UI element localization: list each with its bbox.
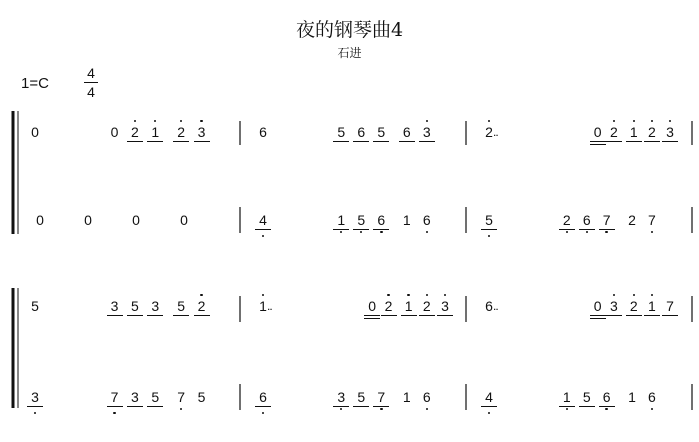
octave-dot-below [566, 408, 568, 410]
octave-dot-above [651, 120, 653, 122]
note-digit: 7 [647, 212, 656, 228]
note [371, 211, 391, 229]
note-digit: 3 [31, 389, 39, 405]
note [125, 123, 145, 141]
note-digit: 1 [151, 124, 160, 140]
duration-underline [255, 406, 271, 407]
duration-underline [173, 141, 189, 142]
note [126, 211, 146, 229]
duration-underline [481, 229, 497, 230]
note-digit: 0 [593, 124, 602, 140]
duration-underline [644, 141, 660, 142]
octave-dot-below [426, 231, 428, 233]
octave-dot-below [586, 231, 588, 233]
note [145, 297, 165, 315]
note-digit: 1 [402, 212, 411, 228]
octave-dot-below [651, 408, 653, 410]
duration-underline [353, 229, 369, 230]
duration-underline [255, 229, 271, 230]
note [253, 388, 273, 406]
note [171, 123, 191, 141]
note [417, 123, 437, 141]
duration-underline [662, 141, 678, 142]
note [125, 297, 145, 315]
note-digit: 1 [402, 389, 411, 405]
note [171, 388, 191, 406]
augmentation-dots: .. [493, 299, 498, 313]
note [557, 388, 577, 406]
note-digit: 3 [422, 124, 431, 140]
augmentation-dots: .. [493, 125, 498, 139]
duration-underline [579, 229, 595, 230]
note-digit: 3 [151, 298, 160, 314]
duration-underline [127, 406, 143, 407]
duration-underline [559, 229, 575, 230]
note [105, 123, 125, 141]
note-digit: 3 [197, 124, 206, 140]
note [192, 123, 212, 141]
note-digit: 2 [609, 124, 618, 140]
note-digit: 7 [110, 389, 119, 405]
note [253, 211, 273, 229]
note [624, 297, 644, 315]
note [25, 388, 45, 406]
note-digit: 2 [629, 298, 638, 314]
note-digit: 7 [377, 389, 386, 405]
note-digit: 2 [177, 124, 186, 140]
duration-underline [333, 406, 349, 407]
duration-underline [353, 406, 369, 407]
duration-underline [590, 315, 606, 316]
note-digit: 2 [562, 212, 571, 228]
note [479, 388, 499, 406]
note-digit: 1 [628, 389, 636, 405]
note-digit: 1 [259, 298, 267, 314]
note [253, 123, 273, 141]
note-digit: 3 [130, 389, 139, 405]
note-digit: 3 [609, 298, 618, 314]
note [105, 388, 125, 406]
duration-underline [590, 141, 606, 142]
note-digit: 0 [110, 124, 119, 140]
octave-dot-below [566, 231, 568, 233]
duration-underline [401, 315, 417, 316]
note-digit: 5 [177, 298, 186, 314]
note-digit: 6 [602, 389, 611, 405]
duration-underline [419, 315, 435, 316]
note [642, 211, 662, 229]
note-digit: 6 [402, 124, 411, 140]
duration-underline [147, 315, 163, 316]
note-digit: 5 [377, 124, 386, 140]
note [624, 123, 644, 141]
note [642, 123, 662, 141]
note-digit: 1 [629, 124, 638, 140]
note-digit: 6 [357, 124, 366, 140]
octave-dot-above [262, 294, 264, 296]
duration-underline [481, 406, 497, 407]
duration-underline [662, 315, 678, 316]
octave-dot-below [113, 412, 115, 414]
octave-dot-above [200, 294, 202, 296]
duration-underline [364, 318, 380, 319]
octave-dot-above [387, 294, 389, 296]
note [399, 297, 419, 315]
duration-underline [590, 144, 606, 145]
note [622, 211, 642, 229]
duration-underline [107, 315, 123, 316]
octave-dot-above [613, 120, 615, 122]
note [604, 123, 624, 141]
duration-underline [590, 318, 606, 319]
note-digit: 2 [628, 212, 636, 228]
duration-underline [399, 141, 415, 142]
note [577, 388, 597, 406]
note-digit: 5 [357, 212, 366, 228]
note-digit: 6 [259, 124, 267, 140]
note-digit: 1 [562, 389, 571, 405]
octave-dot-below [380, 408, 382, 410]
note [331, 123, 351, 141]
note [351, 123, 371, 141]
duration-underline [194, 315, 210, 316]
note [145, 388, 165, 406]
note [622, 388, 642, 406]
note [105, 297, 125, 315]
octave-dot-above [669, 120, 671, 122]
composer-name: 石进 [337, 46, 362, 60]
note-digit: 6 [259, 389, 267, 405]
note [30, 211, 50, 229]
octave-dot-above [134, 120, 136, 122]
note-digit: 7 [177, 389, 186, 405]
note-digit: 5 [337, 124, 346, 140]
note [379, 297, 399, 315]
note [125, 388, 145, 406]
note [351, 388, 371, 406]
note [174, 211, 194, 229]
duration-underline [626, 141, 642, 142]
duration-underline [373, 406, 389, 407]
note [25, 123, 45, 141]
note [660, 123, 680, 141]
duration-underline [364, 315, 380, 316]
duration-underline [127, 315, 143, 316]
note [435, 297, 455, 315]
note [25, 297, 45, 315]
note [642, 388, 662, 406]
note-digit: 0 [368, 298, 377, 314]
note [331, 211, 351, 229]
note-digit: 5 [130, 298, 139, 314]
duration-underline [333, 141, 349, 142]
duration-underline [353, 141, 369, 142]
note-digit: 6 [422, 212, 431, 228]
note-digit: 1 [404, 298, 413, 314]
key-signature: 1=C [21, 75, 49, 92]
note-digit: 6 [377, 212, 386, 228]
duration-underline [373, 229, 389, 230]
note [397, 211, 417, 229]
note-digit: 3 [337, 389, 346, 405]
note-digit: 3 [666, 124, 674, 140]
note-digit: 0 [593, 298, 602, 314]
note-digit: 2 [197, 298, 206, 314]
note [577, 211, 597, 229]
note [397, 388, 417, 406]
octave-dot-above [633, 294, 635, 296]
note [351, 211, 371, 229]
octave-dot-above [613, 294, 615, 296]
note [479, 211, 499, 229]
octave-dot-above [488, 120, 490, 122]
duration-underline [27, 406, 43, 407]
duration-underline [107, 406, 123, 407]
note [331, 388, 351, 406]
note [371, 123, 391, 141]
duration-underline [381, 315, 397, 316]
octave-dot-above [426, 120, 428, 122]
duration-underline [147, 141, 163, 142]
note-digit: 6 [422, 389, 431, 405]
note [597, 388, 617, 406]
note-digit: 3 [441, 298, 449, 314]
note-digit: 0 [31, 124, 39, 140]
duration-underline [437, 315, 453, 316]
note [417, 388, 437, 406]
duration-underline [333, 229, 349, 230]
note [642, 297, 662, 315]
note-digit: 5 [151, 389, 160, 405]
note [192, 297, 212, 315]
note-digit: 1 [337, 212, 346, 228]
note [479, 297, 499, 315]
note-digit: 0 [84, 212, 92, 228]
duration-underline [127, 141, 143, 142]
note-digit: 0 [36, 212, 44, 228]
duration-underline [579, 406, 595, 407]
note-digit: 1 [647, 298, 656, 314]
note [660, 297, 680, 315]
note [371, 388, 391, 406]
note-digit: 2 [130, 124, 139, 140]
duration-underline [599, 229, 615, 230]
duration-underline [644, 315, 660, 316]
duration-underline [606, 141, 622, 142]
note [192, 388, 212, 406]
time-signature-numerator: 4 [87, 65, 95, 81]
note [604, 297, 624, 315]
note-digit: 6 [582, 212, 591, 228]
note-digit: 5 [31, 298, 39, 314]
octave-dot-below [380, 231, 382, 233]
note-digit: 6 [485, 298, 493, 314]
note [397, 123, 417, 141]
octave-dot-below [605, 408, 607, 410]
note-digit: 2 [647, 124, 656, 140]
duration-underline [147, 406, 163, 407]
note-digit: 4 [485, 389, 493, 405]
duration-underline [194, 141, 210, 142]
note [557, 211, 577, 229]
octave-dot-above [200, 120, 202, 122]
note-digit: 2 [384, 298, 393, 314]
note-digit: 0 [132, 212, 140, 228]
note [417, 297, 437, 315]
octave-dot-above [444, 294, 446, 296]
note [597, 211, 617, 229]
octave-dot-below [605, 231, 607, 233]
note-digit: 2 [422, 298, 431, 314]
note-digit: 7 [602, 212, 611, 228]
note-digit: 4 [259, 212, 267, 228]
duration-underline [419, 141, 435, 142]
note-digit: 5 [582, 389, 591, 405]
note-digit: 0 [180, 212, 188, 228]
note [145, 123, 165, 141]
note [417, 211, 437, 229]
octave-dot-above [407, 294, 409, 296]
note [479, 123, 499, 141]
octave-dot-below [651, 231, 653, 233]
duration-underline [599, 406, 615, 407]
note-digit: 7 [666, 298, 674, 314]
octave-dot-below [426, 408, 428, 410]
duration-underline [559, 406, 575, 407]
duration-underline [373, 141, 389, 142]
note-digit: 5 [485, 212, 493, 228]
note [171, 297, 191, 315]
score-title: 夜的钢琴曲4 [295, 19, 404, 41]
duration-underline [173, 315, 189, 316]
duration-underline [606, 315, 622, 316]
octave-dot-above [651, 294, 653, 296]
augmentation-dots: .. [267, 299, 272, 313]
note-digit: 5 [357, 389, 366, 405]
time-signature-denominator: 4 [84, 82, 98, 101]
note [78, 211, 98, 229]
octave-dot-above [633, 120, 635, 122]
note [253, 297, 273, 315]
octave-dot-above [426, 294, 428, 296]
note-digit: 5 [197, 389, 206, 405]
note-digit: 2 [485, 124, 493, 140]
duration-underline [626, 315, 642, 316]
note-digit: 3 [110, 298, 119, 314]
note-digit: 6 [647, 389, 656, 405]
